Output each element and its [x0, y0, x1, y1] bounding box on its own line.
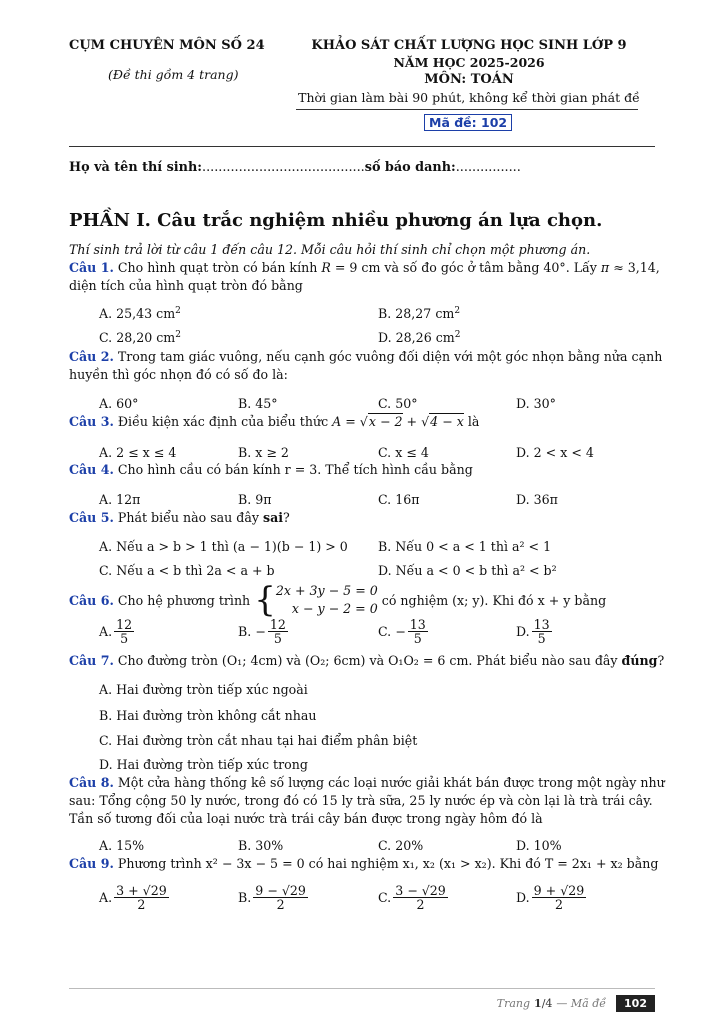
- q7-option-b[interactable]: B. Hai đường tròn không cắt nhau: [99, 708, 317, 723]
- exam-code: Mã đề: 102: [424, 114, 512, 131]
- question-text-tail: có nghiệm (x; y). Khi đó x + y bằng: [381, 592, 607, 608]
- q2-option-a[interactable]: A. 60°: [99, 396, 139, 411]
- question-text: Trong tam giác vuông, nếu cạnh góc vuông đối diện với một góc nhọn bằng nửa cạnh: [117, 349, 663, 364]
- question-text-tail: là: [467, 414, 480, 429]
- question-3: Câu 3. Điều kiện xác định của biểu thức A = √x − 2 + √4 − x là: [69, 414, 480, 429]
- page-prefix: Trang: [496, 997, 531, 1010]
- q8-option-a[interactable]: A. 15%: [99, 838, 145, 853]
- q9-option-c[interactable]: C. $\frac{3 - √29}{2}$: [378, 883, 446, 913]
- question-number: Câu 1.: [69, 260, 114, 275]
- question-7: [69, 653, 664, 668]
- emphasis-word: sai: [263, 510, 284, 525]
- q1-option-a[interactable]: A. 25,43 $cm^2$: [99, 306, 181, 322]
- q3-option-d[interactable]: D. 2 < x < 4: [516, 445, 594, 460]
- question-1: Câu 1. Cho hình quạt tròn có bán kính R = 9 cm và số đo góc ở tâm bằng 40°. Lấy π ≈ 3,14,: [69, 260, 660, 275]
- q5-option-c[interactable]: C. Nếu a < b thì 2a < a + b: [99, 563, 275, 578]
- q8-option-c[interactable]: C. 20%: [378, 838, 424, 853]
- q6-option-c[interactable]: C. − $\frac{13}{5}$: [378, 617, 426, 647]
- question-number: Câu 6.: [69, 592, 114, 608]
- question-1-line2: diện tích của hình quạt tròn đó bằng: [69, 278, 303, 293]
- radius-expr: R: [321, 260, 331, 275]
- question-5: [69, 510, 290, 525]
- part1-instruction: Thí sinh trả lời từ câu 1 đến câu 12. Mỗi câu hỏi thí sinh chỉ chọn một phương án.: [69, 242, 591, 257]
- q2-option-c[interactable]: C. 50°: [378, 396, 418, 411]
- footer-exam-code: 102: [616, 995, 655, 1012]
- page-number: 1: [534, 997, 542, 1010]
- question-9: [69, 856, 658, 871]
- question-text: Phát biểu nào sau đây: [117, 510, 259, 525]
- q5-option-a[interactable]: A. Nếu a > b > 1 thì (a − 1)(b − 1) > 0: [99, 539, 348, 554]
- q2-option-d[interactable]: D. 30°: [516, 396, 556, 411]
- question-8-line2: sau: Tổng cộng 50 ly nước, trong đó có 15 ly trà sữa, 25 ly nước ép và còn lại là trà trái cây.: [69, 793, 653, 808]
- question-6: [69, 580, 606, 620]
- school-year: NĂM HỌC 2025-2026: [393, 55, 545, 70]
- header-divider: [69, 146, 655, 147]
- footer-divider: [69, 988, 655, 989]
- q9-option-a[interactable]: A. $\frac{3 + √29}{2}$: [99, 883, 167, 913]
- exam-code-box: [424, 115, 512, 130]
- page-count-note: (Đề thi gồm 4 trang): [108, 67, 239, 82]
- question-text: Cho hình quạt tròn có bán kính: [117, 260, 322, 275]
- q5-option-d[interactable]: D. Nếu a < 0 < b thì a² < b²: [378, 563, 557, 578]
- q9-option-d[interactable]: D. $\frac{9 + √29}{2}$: [516, 883, 585, 913]
- q7-option-a[interactable]: A. Hai đường tròn tiếp xúc ngoài: [99, 682, 308, 697]
- subject: MÔN: TOÁN: [424, 72, 514, 87]
- question-text: Điều kiện xác định của biểu thức: [117, 414, 329, 429]
- question-text: Cho hình cầu có bán kính r = 3. Thể tích hình cầu bằng: [117, 462, 473, 477]
- q8-option-b[interactable]: B. 30%: [238, 838, 284, 853]
- q9-option-b[interactable]: B. $\frac{9 - √29}{2}$: [238, 883, 306, 913]
- school-cluster-title: CỤM CHUYÊN MÔN SỐ 24: [69, 38, 265, 53]
- page-footer: [497, 995, 655, 1012]
- question-number: Câu 9.: [69, 856, 114, 871]
- question-number: Câu 5.: [69, 510, 114, 525]
- equation-2: x − y − 2 = 0: [291, 601, 378, 616]
- q3-option-a[interactable]: A. 2 ≤ x ≤ 4: [99, 445, 177, 460]
- question-number: Câu 4.: [69, 462, 114, 477]
- question-text: Cho đường tròn (O₁; 4cm) và (O₂; 6cm) và O₁O₂ = 6 cm. Phát biểu nào sau đây: [117, 653, 618, 668]
- q8-option-d[interactable]: D. 10%: [516, 838, 562, 853]
- q6-option-b[interactable]: B. − $\frac{12}{5}$: [238, 617, 286, 647]
- question-text-tail: ?: [657, 653, 665, 668]
- question-8: [69, 775, 665, 790]
- student-info-line: [69, 160, 521, 175]
- question-number: Câu 7.: [69, 653, 114, 668]
- question-2-line2: huyền thì góc nhọn đó có số đo là:: [69, 367, 288, 382]
- q4-option-a[interactable]: A. 12π: [99, 492, 141, 507]
- exam-title: KHẢO SÁT CHẤT LƯỢNG HỌC SINH LỚP 9: [311, 38, 627, 53]
- emphasis-word: đúng: [621, 653, 658, 668]
- q3-option-c[interactable]: C. x ≤ 4: [378, 445, 429, 460]
- q6-option-a[interactable]: A. $\frac{12}{5}$: [99, 617, 133, 647]
- q4-option-d[interactable]: D. 36π: [516, 492, 558, 507]
- question-text: Phương trình x² − 3x − 5 = 0 có hai nghiệm x₁, x₂ (x₁ > x₂). Khi đó T = 2x₁ + x₂ bằng: [117, 856, 659, 871]
- q1-option-b[interactable]: B. 28,27 $cm^2$: [378, 306, 461, 322]
- equation-1: 2x + 3y − 5 = 0: [275, 583, 378, 598]
- q3-option-b[interactable]: B. x ≥ 2: [238, 445, 289, 460]
- q6-option-d[interactable]: D. $\frac{13}{5}$: [516, 617, 550, 647]
- time-limit: Thời gian làm bài 90 phút, không kể thời gian phát đề: [298, 90, 640, 105]
- equation-system: [276, 582, 378, 618]
- q4-option-b[interactable]: B. 9π: [238, 492, 272, 507]
- question-number: Câu 8.: [69, 775, 114, 790]
- part1-title: PHẦN I. Câu trắc nghiệm nhiều phương án lựa chọn.: [69, 210, 603, 231]
- system-brace: {: [254, 580, 276, 620]
- question-text-tail: ?: [283, 510, 290, 525]
- expression-a: A: [332, 414, 342, 429]
- q7-option-c[interactable]: C. Hai đường tròn cắt nhau tại hai điểm phân biệt: [99, 733, 418, 748]
- question-text: Cho hệ phương trình: [117, 592, 251, 608]
- question-text: Một cửa hàng thống kê số lượng các loại nước giải khát bán được trong một ngày như: [117, 775, 665, 790]
- q2-option-b[interactable]: B. 45°: [238, 396, 278, 411]
- q1-option-d[interactable]: D. 28,26 $cm^2$: [378, 330, 461, 346]
- header-divider-short: [296, 109, 638, 110]
- question-2: [69, 349, 662, 364]
- name-field[interactable]: ........................................: [202, 160, 365, 175]
- question-4: [69, 462, 473, 477]
- question-number: Câu 2.: [69, 349, 114, 364]
- q4-option-c[interactable]: C. 16π: [378, 492, 420, 507]
- pi-expr: π: [600, 260, 610, 275]
- question-number: Câu 3.: [69, 414, 114, 429]
- name-label: Họ và tên thí sinh:: [69, 160, 203, 175]
- id-label: số báo danh:: [364, 160, 456, 175]
- footer-sep: — Mã đề: [556, 997, 607, 1010]
- q5-option-b[interactable]: B. Nếu 0 < a < 1 thì a² < 1: [378, 539, 552, 554]
- q1-option-c[interactable]: C. 28,20 $cm^2$: [99, 330, 181, 346]
- question-8-line3: Tần số tương đối của loại nước trà trái cây bán được trong ngày hôm đó là: [69, 811, 543, 826]
- page-total: /4: [541, 997, 553, 1010]
- question-text: cm và số đo góc ở tâm bằng 40°. Lấy: [357, 260, 601, 275]
- q7-option-d[interactable]: D. Hai đường tròn tiếp xúc trong: [99, 757, 308, 772]
- id-field[interactable]: ................: [455, 160, 521, 175]
